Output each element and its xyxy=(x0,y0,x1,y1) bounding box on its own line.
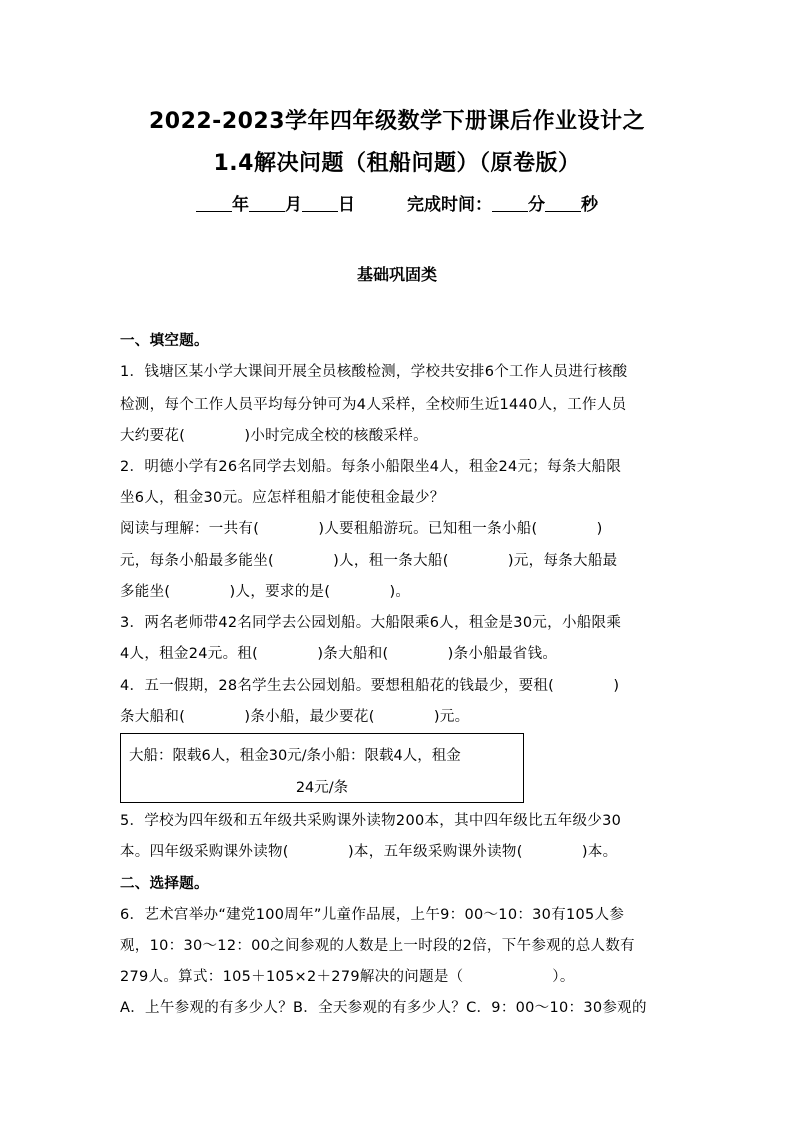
boat-pricing-box xyxy=(120,733,524,803)
q1-line: 检测，每个工作人员平均每分钟可为4人采样，全校师生近1440人，工作人员 xyxy=(120,397,627,413)
q6-line: 6．艺术宫举办“建党100周年”儿童作品展，上午9：00～10：30有105人参 xyxy=(120,907,625,923)
q3-line: 3．两名老师带42名同学去公园划船。大船限乘6人，租金是30元，小船限乘 xyxy=(120,615,622,631)
q1-line: 1．钱塘区某小学大课间开展全员核酸检测，学校共安排6个工作人员进行核酸 xyxy=(120,364,628,380)
boat-pricing-line1: 大船：限载6人，租金30元/条小船：限载4人，租金 xyxy=(129,748,461,764)
q3-line: 4人，租金24元。租( )条大船和( )条小船最省钱。 xyxy=(120,646,558,662)
day-label: 日 xyxy=(338,195,355,215)
time-label: 完成时间： xyxy=(407,195,492,215)
day-blank[interactable] xyxy=(302,193,338,212)
q2-line: 元，每条小船最多能坐( )人，租一条大船( )元，每条大船最 xyxy=(120,553,618,569)
part1-heading: 一、填空题。 xyxy=(120,333,209,349)
minute-blank[interactable] xyxy=(492,193,528,212)
month-blank[interactable] xyxy=(249,193,285,212)
second-label: 秒 xyxy=(581,195,598,215)
document-title-line2: 1.4解决问题（租船问题）（原卷版） xyxy=(213,151,581,176)
second-blank[interactable] xyxy=(545,193,581,212)
section-title: 基础巩固类 xyxy=(356,265,437,284)
month-label: 月 xyxy=(285,195,302,215)
q4-line: 条大船和( )条小船，最少要花( )元。 xyxy=(120,709,470,725)
q6-line: 观，10：30～12：00之间参观的人数是上一时段的2倍，下午参观的总人数有 xyxy=(120,938,635,954)
q2-line: 坐6人，租金30元。应怎样租船才能使租金最少？ xyxy=(120,490,445,506)
q6-line: 279人。算式：105＋105×2＋279解决的问题是（ ）。 xyxy=(120,969,575,985)
q2-line: 2．明德小学有26名同学去划船。每条小船限坐4人，租金24元；每条大船限 xyxy=(120,459,622,475)
boat-pricing-line2: 24元/条 xyxy=(295,780,349,796)
q4-line: 4．五一假期，28名学生去公园划船。要想租船花的钱最少，要租( ) xyxy=(120,678,620,694)
q5-line: 本。四年级采购课外读物( )本，五年级采购课外读物( )本。 xyxy=(120,844,618,860)
q2-line: 阅读与理解：一共有( )人要租船游玩。已知租一条小船( ) xyxy=(120,521,603,537)
q2-line: 多能坐( )人，要求的是( )。 xyxy=(120,584,411,600)
minute-label: 分 xyxy=(528,195,545,215)
q6-options: A．上午参观的有多少人？B．全天参观的有多少人？C．9：00～10：30参观的 xyxy=(120,1000,647,1016)
q1-line: 大约要花( )小时完成全校的核酸采样。 xyxy=(120,428,428,444)
date-time-line xyxy=(0,190,794,215)
year-blank[interactable] xyxy=(196,193,232,212)
q5-line: 5．学校为四年级和五年级共采购课外读物200本，其中四年级比五年级少30 xyxy=(120,813,622,829)
part2-heading: 二、选择题。 xyxy=(120,876,209,892)
document-title-line1: 2022-2023学年四年级数学下册课后作业设计之 xyxy=(148,109,646,134)
year-label: 年 xyxy=(232,195,249,215)
